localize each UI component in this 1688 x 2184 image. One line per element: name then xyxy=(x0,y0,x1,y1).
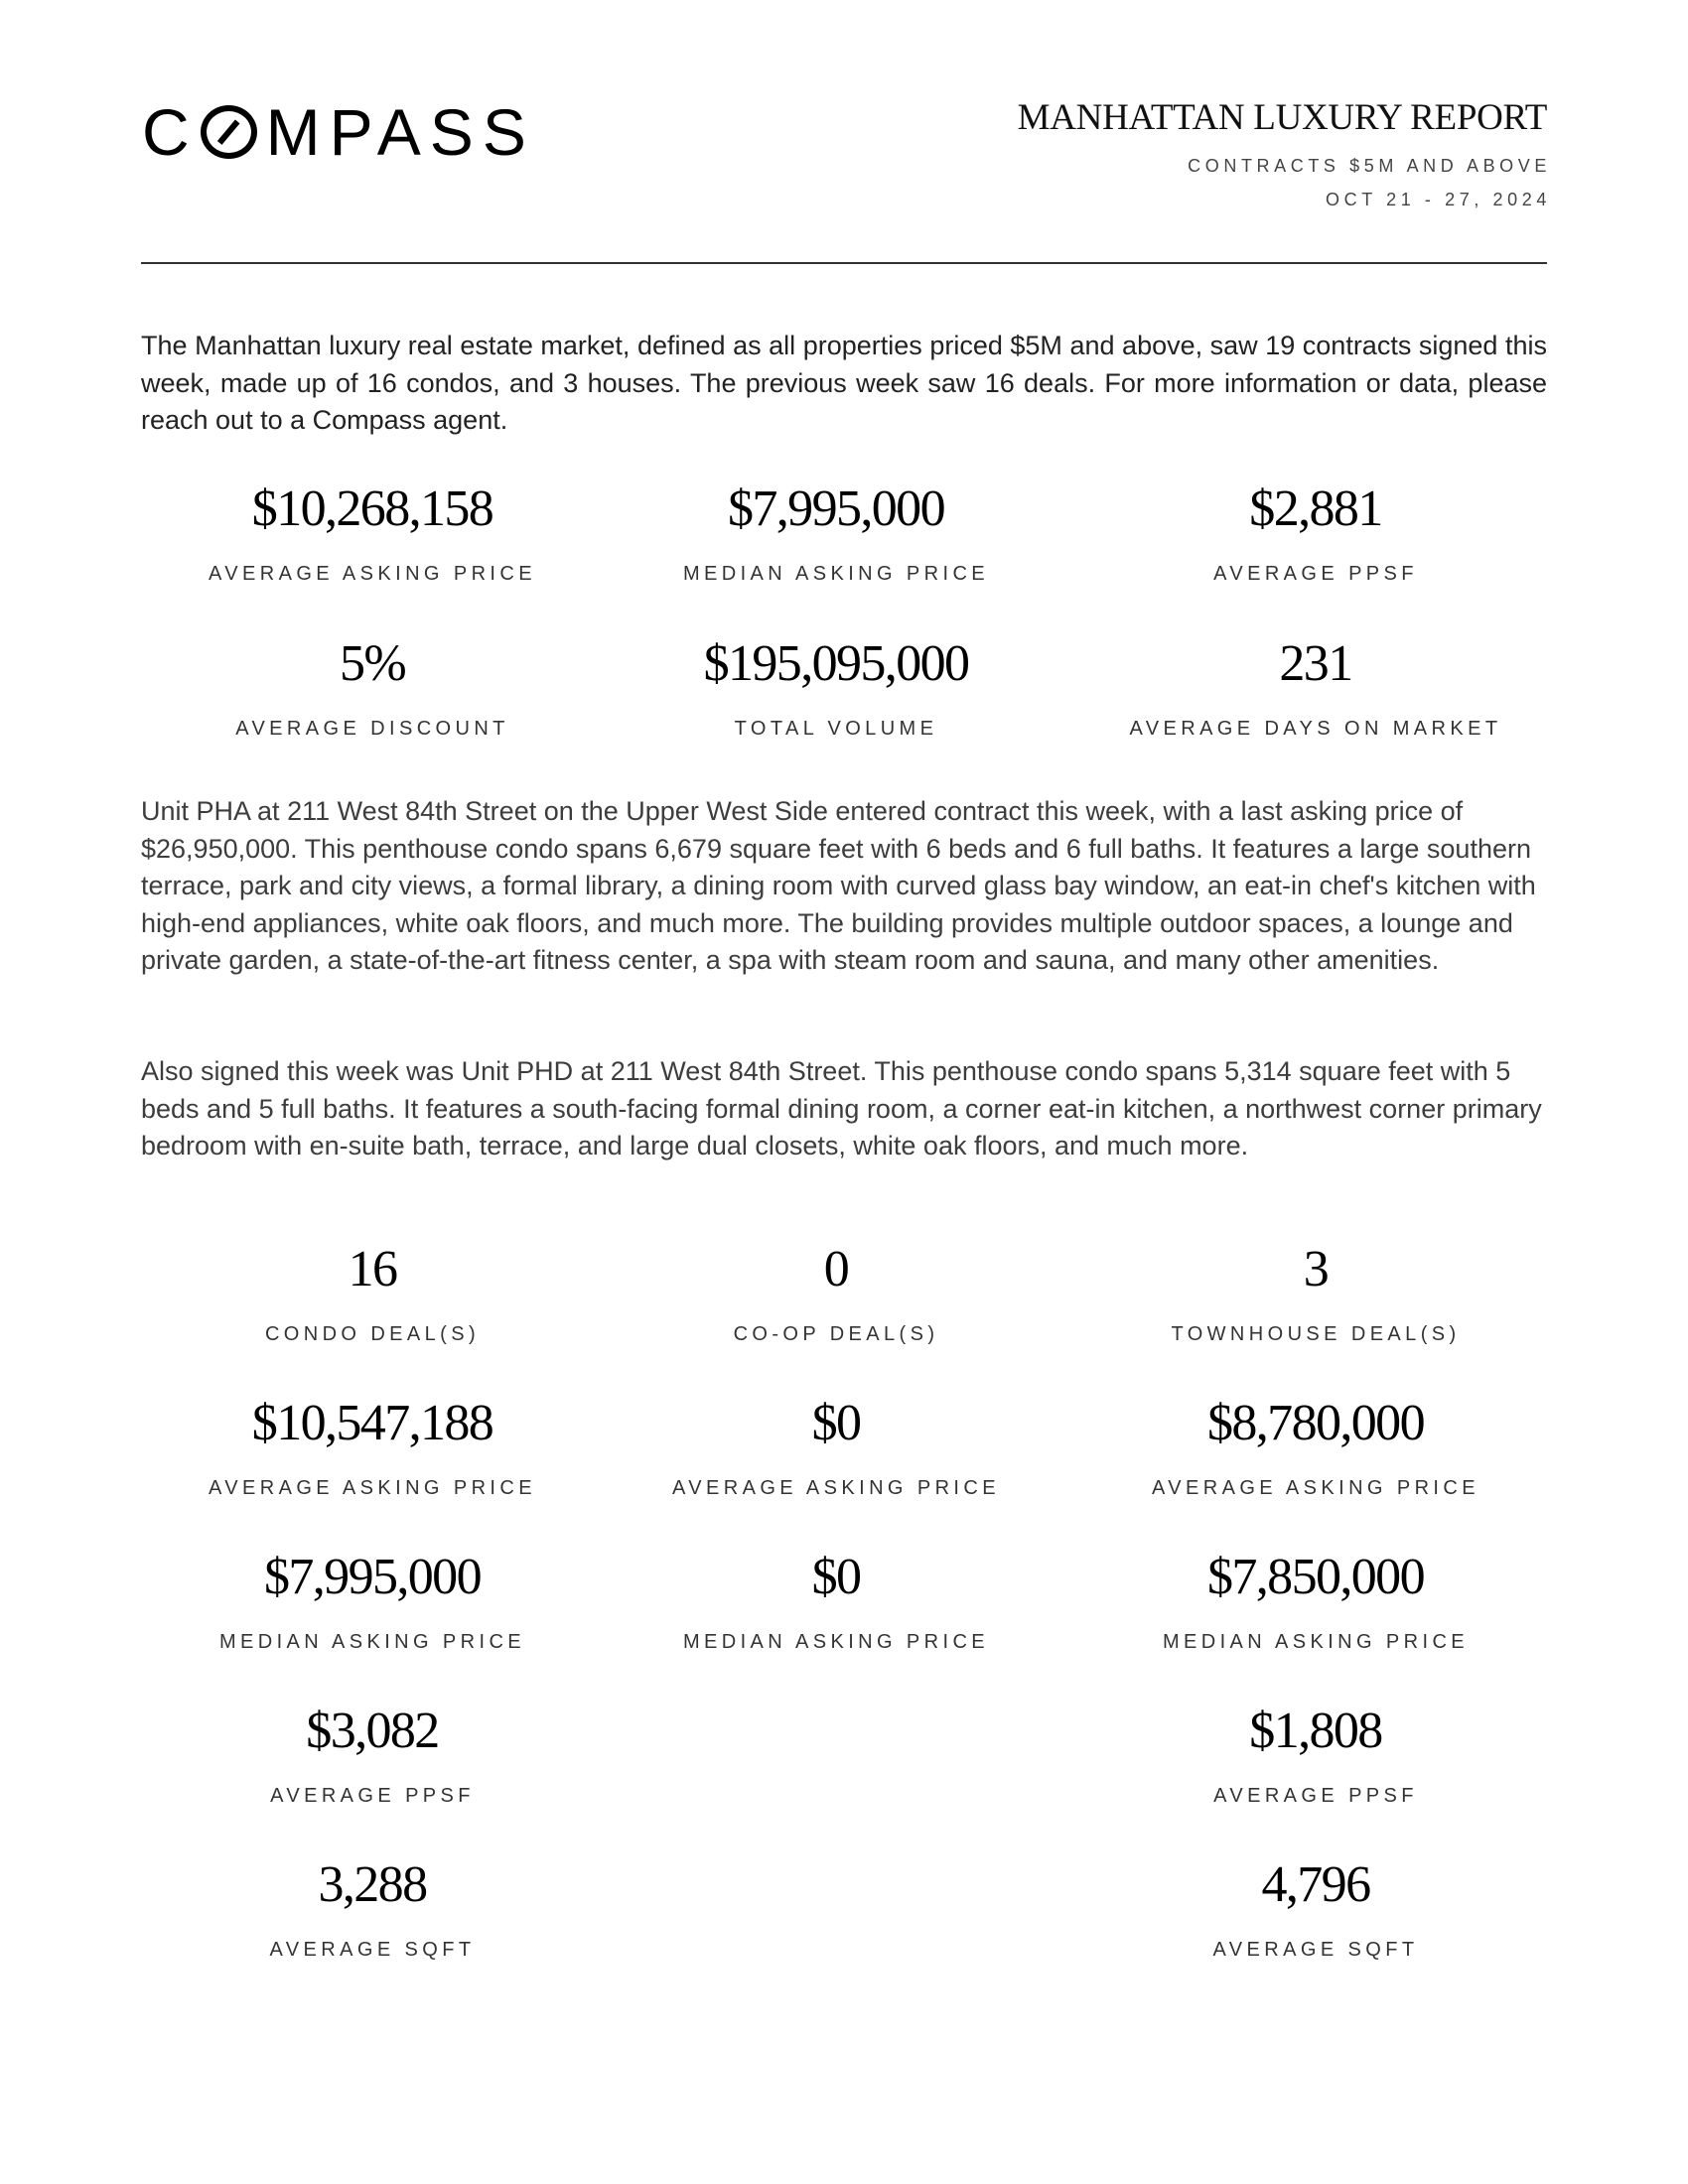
stat-label: TOWNHOUSE DEAL(S) xyxy=(1171,1323,1461,1345)
header-divider xyxy=(141,262,1547,264)
report-subtitle: CONTRACTS $5M AND ABOVE xyxy=(1188,156,1551,176)
stat-label: AVERAGE ASKING PRICE xyxy=(209,563,536,585)
townhouse-deals xyxy=(1107,1241,1524,1345)
logo-wordmark xyxy=(142,95,535,169)
stat-label: CONDO DEAL(S) xyxy=(264,1323,481,1345)
stat-average-asking-price xyxy=(164,480,581,585)
stat-label: MEDIAN ASKING PRICE xyxy=(682,563,990,585)
coop-median-asking-price xyxy=(628,1549,1045,1653)
stat-label: AVERAGE SQFT xyxy=(269,1939,476,1961)
stat-label: AVERAGE ASKING PRICE xyxy=(1152,1477,1479,1499)
townhouse-median-asking-price xyxy=(1107,1549,1524,1653)
condo-average-sqft xyxy=(164,1856,581,1961)
condo-deals xyxy=(164,1241,581,1345)
stat-value: 5% xyxy=(339,635,406,692)
stat-average-days-on-market xyxy=(1107,635,1524,740)
compass-logo xyxy=(142,95,535,169)
featured-listing-phd: Also signed this week was Unit PHD at 211 West 84th Street. This penthouse condo spans 5,314 square feet with 5 beds and 5 full baths. It features a south-facing formal dining room, a corner eat-in kitchen, a northwest corner primary bedroom with en-suite bath, terrace, and large dual closets, white oak floors, and much more. xyxy=(141,1056,1542,1160)
stat-label: AVERAGE PPSF xyxy=(270,1785,475,1807)
stat-value: $1,808 xyxy=(1249,1703,1382,1759)
stat-value: $0 xyxy=(811,1395,861,1451)
stat-label: AVERAGE DISCOUNT xyxy=(235,718,509,740)
stat-value: 4,796 xyxy=(1261,1856,1370,1913)
stat-label: CO-OP DEAL(S) xyxy=(733,1323,939,1345)
stat-value: $3,082 xyxy=(306,1703,439,1759)
stat-value: 3 xyxy=(1303,1241,1329,1297)
compass-o-icon xyxy=(201,105,257,159)
stat-value: $7,995,000 xyxy=(727,480,944,537)
stat-label: AVERAGE PPSF xyxy=(1213,563,1418,585)
intro-paragraph: The Manhattan luxury real estate market, defined as all properties priced $5M and above, saw 19 contracts signed this week, made up of 16 condos, and 3 houses. The previous week saw 16 deals. For more information or data, please reach out to a Compass agent. xyxy=(141,331,1547,435)
condo-average-asking-price xyxy=(164,1395,581,1499)
stat-value: $0 xyxy=(811,1549,861,1605)
stat-value: $7,850,000 xyxy=(1206,1549,1424,1605)
stat-label: AVERAGE DAYS ON MARKET xyxy=(1129,718,1502,740)
stat-label: AVERAGE ASKING PRICE xyxy=(209,1477,536,1499)
stat-label: AVERAGE SQFT xyxy=(1212,1939,1419,1961)
condo-median-asking-price xyxy=(164,1549,581,1653)
stat-value: 3,288 xyxy=(318,1856,427,1913)
stat-value: $2,881 xyxy=(1249,480,1382,537)
stat-value: $8,780,000 xyxy=(1206,1395,1424,1451)
stat-median-asking-price xyxy=(628,480,1045,585)
report-date: OCT 21 - 27, 2024 xyxy=(1326,190,1551,209)
coop-deals xyxy=(628,1241,1045,1345)
stat-value: 0 xyxy=(823,1241,849,1297)
stat-value: $10,547,188 xyxy=(251,1395,493,1451)
logo-letters-mpass: MPASS xyxy=(265,95,535,169)
stat-label: AVERAGE ASKING PRICE xyxy=(672,1477,1000,1499)
condo-average-ppsf xyxy=(164,1703,581,1807)
stat-value: $195,095,000 xyxy=(703,635,969,692)
featured-listing-pha: Unit PHA at 211 West 84th Street on the Upper West Side entered contract this week, with a last asking price of $26,950,000. This penthouse condo spans 6,679 square feet with 6 beds and 6 full baths. It features a large southern terrace, park and city views, a formal library, a dining room with curved glass bay window, an eat-in chef's kitchen with high-end appliances, white oak floors, and much more. The building provides multiple outdoor spaces, a lounge and private garden, a state-of-the-art fitness center, a spa with steam room and sauna, and many other amenities. xyxy=(141,796,1536,975)
stat-label: MEDIAN ASKING PRICE xyxy=(682,1631,990,1653)
townhouse-average-asking-price xyxy=(1107,1395,1524,1499)
townhouse-average-ppsf xyxy=(1107,1703,1524,1807)
stat-value: $7,995,000 xyxy=(263,1549,481,1605)
stat-label: TOTAL VOLUME xyxy=(734,718,938,740)
stat-value: $10,268,158 xyxy=(251,480,493,537)
report-title: MANHATTAN LUXURY REPORT xyxy=(1017,97,1547,138)
stat-total-volume xyxy=(628,635,1045,740)
logo-letter-c: C xyxy=(142,95,199,169)
stat-average-ppsf xyxy=(1107,480,1524,585)
stat-label: MEDIAN ASKING PRICE xyxy=(1162,1631,1470,1653)
stat-value: 16 xyxy=(348,1241,397,1297)
stat-average-discount xyxy=(164,635,581,740)
stat-label: MEDIAN ASKING PRICE xyxy=(218,1631,526,1653)
report-header xyxy=(1017,97,1551,209)
stat-label: AVERAGE PPSF xyxy=(1213,1785,1418,1807)
coop-average-asking-price xyxy=(628,1395,1045,1499)
stat-value: 231 xyxy=(1279,635,1352,692)
townhouse-average-sqft xyxy=(1107,1856,1524,1961)
